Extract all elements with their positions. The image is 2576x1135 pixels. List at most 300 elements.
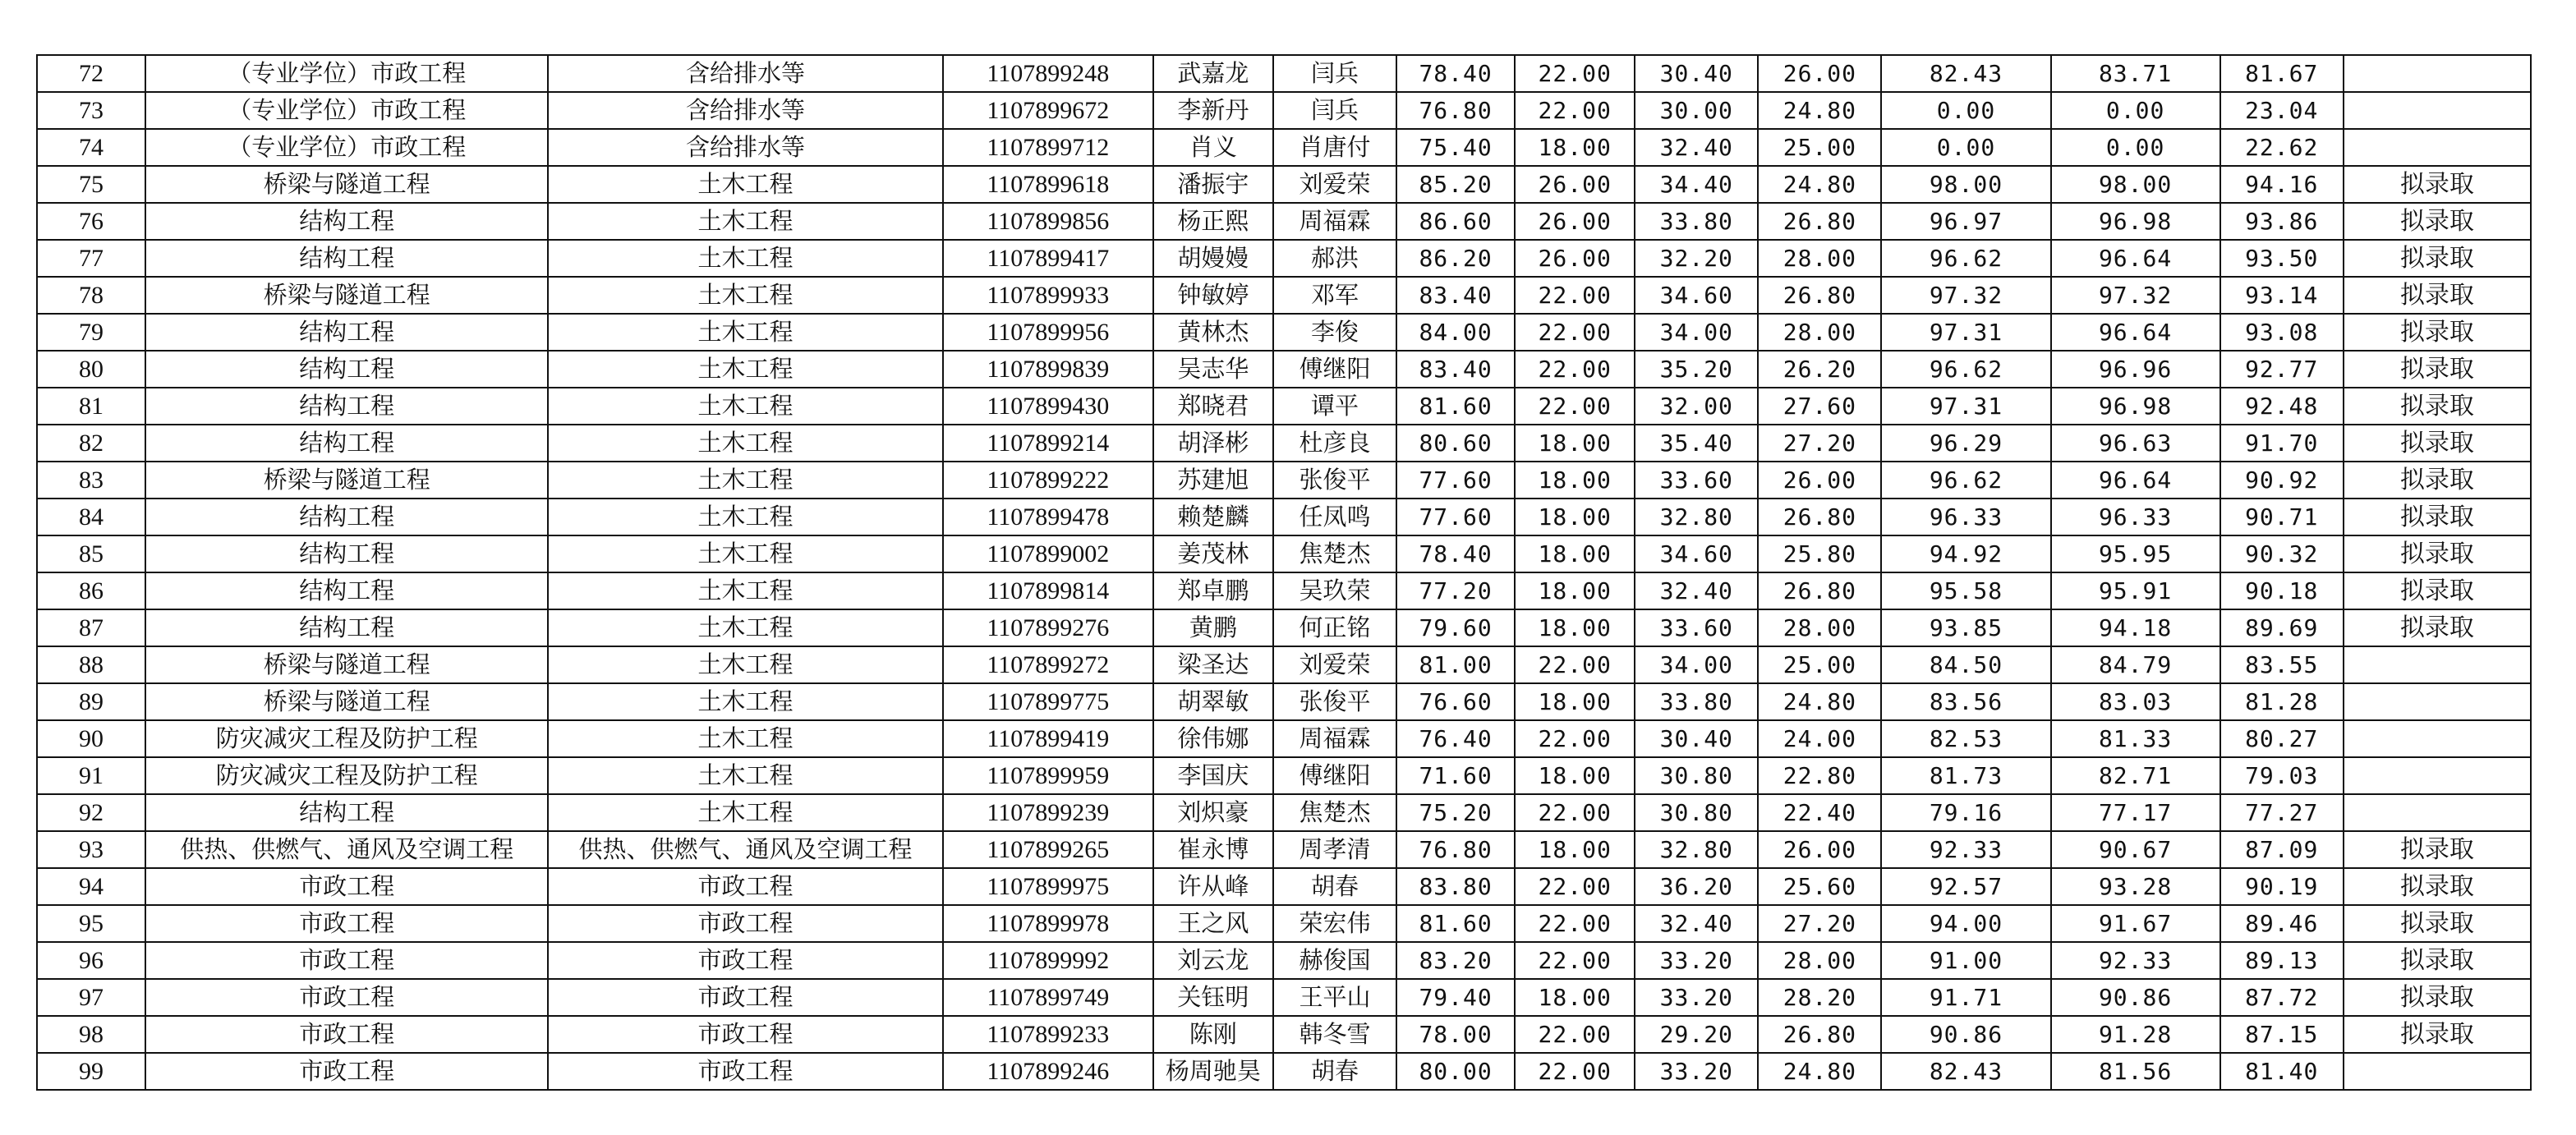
cell-score-2: 22.00 xyxy=(1515,1053,1635,1090)
cell-score-3: 30.40 xyxy=(1635,55,1758,92)
cell-score-6: 81.33 xyxy=(2051,720,2220,757)
cell-exam-id: 1107899618 xyxy=(943,166,1153,203)
cell-score-6: 83.03 xyxy=(2051,683,2220,720)
cell-score-6: 96.64 xyxy=(2051,240,2220,277)
cell-total-score: 81.40 xyxy=(2220,1053,2344,1090)
cell-score-6: 95.95 xyxy=(2051,535,2220,572)
cell-score-1: 78.00 xyxy=(1396,1016,1515,1053)
cell-score-4: 24.80 xyxy=(1758,683,1881,720)
cell-score-6: 92.33 xyxy=(2051,942,2220,979)
cell-score-6: 96.33 xyxy=(2051,499,2220,535)
cell-candidate-name: 胡泽彬 xyxy=(1153,425,1273,462)
cell-rank: 85 xyxy=(37,535,145,572)
cell-supervisor: 张俊平 xyxy=(1273,683,1396,720)
table-row xyxy=(37,609,2531,646)
cell-score-5: 79.16 xyxy=(1881,794,2050,831)
cell-admission-status xyxy=(2344,646,2531,683)
cell-exam-id: 1107899272 xyxy=(943,646,1153,683)
cell-score-3: 36.20 xyxy=(1635,868,1758,905)
cell-score-3: 33.60 xyxy=(1635,462,1758,499)
cell-supervisor: 谭平 xyxy=(1273,388,1396,425)
cell-score-4: 24.80 xyxy=(1758,1053,1881,1090)
cell-exam-id: 1107899978 xyxy=(943,905,1153,942)
cell-major: 结构工程 xyxy=(145,499,548,535)
cell-score-5: 82.43 xyxy=(1881,1053,2050,1090)
cell-direction: 土木工程 xyxy=(548,535,942,572)
cell-candidate-name: 李新丹 xyxy=(1153,92,1273,129)
cell-total-score: 83.55 xyxy=(2220,646,2344,683)
cell-exam-id: 1107899248 xyxy=(943,55,1153,92)
cell-score-2: 22.00 xyxy=(1515,351,1635,388)
cell-score-3: 30.80 xyxy=(1635,757,1758,794)
cell-major: 桥梁与隧道工程 xyxy=(145,462,548,499)
cell-score-5: 97.32 xyxy=(1881,277,2050,314)
cell-score-5: 96.62 xyxy=(1881,462,2050,499)
cell-rank: 84 xyxy=(37,499,145,535)
cell-score-1: 77.60 xyxy=(1396,462,1515,499)
cell-score-1: 77.60 xyxy=(1396,499,1515,535)
cell-score-2: 22.00 xyxy=(1515,905,1635,942)
cell-candidate-name: 吴志华 xyxy=(1153,351,1273,388)
cell-admission-status: 拟录取 xyxy=(2344,868,2531,905)
cell-score-4: 26.80 xyxy=(1758,572,1881,609)
cell-score-4: 24.80 xyxy=(1758,92,1881,129)
cell-major: 市政工程 xyxy=(145,942,548,979)
cell-supervisor: 焦楚杰 xyxy=(1273,794,1396,831)
cell-supervisor: 胡春 xyxy=(1273,1053,1396,1090)
cell-score-4: 25.80 xyxy=(1758,535,1881,572)
cell-score-3: 30.80 xyxy=(1635,794,1758,831)
table-row xyxy=(37,425,2531,462)
cell-supervisor: 任凤鸣 xyxy=(1273,499,1396,535)
cell-candidate-name: 关钰明 xyxy=(1153,979,1273,1016)
cell-score-2: 22.00 xyxy=(1515,314,1635,351)
cell-score-6: 77.17 xyxy=(2051,794,2220,831)
cell-admission-status: 拟录取 xyxy=(2344,351,2531,388)
cell-exam-id: 1107899856 xyxy=(943,203,1153,240)
cell-score-5: 92.33 xyxy=(1881,831,2050,868)
cell-rank: 82 xyxy=(37,425,145,462)
cell-exam-id: 1107899933 xyxy=(943,277,1153,314)
cell-score-5: 97.31 xyxy=(1881,388,2050,425)
cell-score-3: 33.60 xyxy=(1635,609,1758,646)
cell-score-3: 32.40 xyxy=(1635,129,1758,166)
cell-rank: 72 xyxy=(37,55,145,92)
cell-score-6: 98.00 xyxy=(2051,166,2220,203)
cell-direction: 供热、供燃气、通风及空调工程 xyxy=(548,831,942,868)
cell-score-6: 96.64 xyxy=(2051,462,2220,499)
cell-major: 桥梁与隧道工程 xyxy=(145,646,548,683)
cell-score-6: 97.32 xyxy=(2051,277,2220,314)
table-row xyxy=(37,1016,2531,1053)
cell-major: 结构工程 xyxy=(145,388,548,425)
cell-candidate-name: 刘云龙 xyxy=(1153,942,1273,979)
cell-score-4: 25.60 xyxy=(1758,868,1881,905)
cell-score-2: 18.00 xyxy=(1515,979,1635,1016)
cell-score-1: 76.60 xyxy=(1396,683,1515,720)
cell-major: 结构工程 xyxy=(145,351,548,388)
cell-supervisor: 肖唐付 xyxy=(1273,129,1396,166)
cell-score-6: 82.71 xyxy=(2051,757,2220,794)
cell-total-score: 87.15 xyxy=(2220,1016,2344,1053)
table-row xyxy=(37,905,2531,942)
cell-candidate-name: 陈刚 xyxy=(1153,1016,1273,1053)
cell-candidate-name: 郑卓鹏 xyxy=(1153,572,1273,609)
cell-admission-status xyxy=(2344,92,2531,129)
cell-score-5: 0.00 xyxy=(1881,129,2050,166)
cell-major: 结构工程 xyxy=(145,425,548,462)
cell-candidate-name: 胡嫚嫚 xyxy=(1153,240,1273,277)
cell-score-1: 76.40 xyxy=(1396,720,1515,757)
cell-supervisor: 焦楚杰 xyxy=(1273,535,1396,572)
cell-rank: 89 xyxy=(37,683,145,720)
table-row xyxy=(37,1053,2531,1090)
cell-exam-id: 1107899214 xyxy=(943,425,1153,462)
cell-direction: 土木工程 xyxy=(548,794,942,831)
cell-score-2: 26.00 xyxy=(1515,166,1635,203)
cell-supervisor: 傅继阳 xyxy=(1273,757,1396,794)
cell-score-5: 82.43 xyxy=(1881,55,2050,92)
cell-score-3: 29.20 xyxy=(1635,1016,1758,1053)
cell-candidate-name: 肖义 xyxy=(1153,129,1273,166)
cell-score-3: 30.40 xyxy=(1635,720,1758,757)
cell-major: 结构工程 xyxy=(145,240,548,277)
cell-score-1: 86.60 xyxy=(1396,203,1515,240)
cell-exam-id: 1107899417 xyxy=(943,240,1153,277)
cell-candidate-name: 郑晓君 xyxy=(1153,388,1273,425)
cell-score-5: 96.33 xyxy=(1881,499,2050,535)
cell-total-score: 91.70 xyxy=(2220,425,2344,462)
cell-score-6: 96.96 xyxy=(2051,351,2220,388)
cell-score-1: 79.60 xyxy=(1396,609,1515,646)
cell-direction: 市政工程 xyxy=(548,942,942,979)
cell-exam-id: 1107899002 xyxy=(943,535,1153,572)
cell-admission-status: 拟录取 xyxy=(2344,203,2531,240)
cell-score-2: 18.00 xyxy=(1515,757,1635,794)
cell-score-3: 32.40 xyxy=(1635,905,1758,942)
cell-direction: 土木工程 xyxy=(548,499,942,535)
cell-supervisor: 周孝清 xyxy=(1273,831,1396,868)
cell-admission-status xyxy=(2344,129,2531,166)
cell-candidate-name: 崔永博 xyxy=(1153,831,1273,868)
cell-score-2: 22.00 xyxy=(1515,646,1635,683)
table-row xyxy=(37,572,2531,609)
cell-score-6: 93.28 xyxy=(2051,868,2220,905)
cell-direction: 土木工程 xyxy=(548,425,942,462)
cell-rank: 79 xyxy=(37,314,145,351)
cell-score-2: 18.00 xyxy=(1515,535,1635,572)
cell-score-2: 18.00 xyxy=(1515,129,1635,166)
cell-score-5: 94.00 xyxy=(1881,905,2050,942)
cell-score-1: 83.20 xyxy=(1396,942,1515,979)
cell-total-score: 92.77 xyxy=(2220,351,2344,388)
cell-score-5: 96.29 xyxy=(1881,425,2050,462)
cell-score-6: 91.67 xyxy=(2051,905,2220,942)
cell-score-4: 28.00 xyxy=(1758,314,1881,351)
cell-major: 桥梁与隧道工程 xyxy=(145,683,548,720)
cell-major: 桥梁与隧道工程 xyxy=(145,277,548,314)
cell-exam-id: 1107899233 xyxy=(943,1016,1153,1053)
table-row xyxy=(37,203,2531,240)
cell-score-2: 22.00 xyxy=(1515,55,1635,92)
cell-score-1: 75.40 xyxy=(1396,129,1515,166)
cell-exam-id: 1107899430 xyxy=(943,388,1153,425)
cell-candidate-name: 黄鹏 xyxy=(1153,609,1273,646)
table-row xyxy=(37,683,2531,720)
cell-score-1: 79.40 xyxy=(1396,979,1515,1016)
cell-supervisor: 刘爱荣 xyxy=(1273,646,1396,683)
table-row xyxy=(37,831,2531,868)
cell-candidate-name: 胡翠敏 xyxy=(1153,683,1273,720)
cell-exam-id: 1107899478 xyxy=(943,499,1153,535)
cell-total-score: 89.13 xyxy=(2220,942,2344,979)
cell-direction: 土木工程 xyxy=(548,683,942,720)
cell-supervisor: 周福霖 xyxy=(1273,720,1396,757)
cell-admission-status: 拟录取 xyxy=(2344,314,2531,351)
cell-admission-status: 拟录取 xyxy=(2344,388,2531,425)
cell-total-score: 79.03 xyxy=(2220,757,2344,794)
table-row xyxy=(37,129,2531,166)
cell-admission-status: 拟录取 xyxy=(2344,462,2531,499)
cell-rank: 95 xyxy=(37,905,145,942)
cell-direction: 土木工程 xyxy=(548,462,942,499)
cell-rank: 83 xyxy=(37,462,145,499)
cell-score-6: 90.86 xyxy=(2051,979,2220,1016)
cell-exam-id: 1107899956 xyxy=(943,314,1153,351)
cell-supervisor: 荣宏伟 xyxy=(1273,905,1396,942)
cell-score-3: 34.00 xyxy=(1635,646,1758,683)
cell-total-score: 90.92 xyxy=(2220,462,2344,499)
cell-direction: 市政工程 xyxy=(548,1053,942,1090)
cell-score-1: 86.20 xyxy=(1396,240,1515,277)
cell-score-2: 22.00 xyxy=(1515,720,1635,757)
cell-score-6: 90.67 xyxy=(2051,831,2220,868)
cell-direction: 土木工程 xyxy=(548,277,942,314)
cell-score-4: 26.80 xyxy=(1758,203,1881,240)
cell-total-score: 93.50 xyxy=(2220,240,2344,277)
table-row xyxy=(37,757,2531,794)
cell-direction: 土木工程 xyxy=(548,388,942,425)
cell-candidate-name: 苏建旭 xyxy=(1153,462,1273,499)
cell-candidate-name: 潘振宇 xyxy=(1153,166,1273,203)
table-body xyxy=(37,55,2531,1090)
cell-candidate-name: 徐伟娜 xyxy=(1153,720,1273,757)
cell-rank: 76 xyxy=(37,203,145,240)
cell-score-1: 77.20 xyxy=(1396,572,1515,609)
cell-score-5: 97.31 xyxy=(1881,314,2050,351)
cell-major: 供热、供燃气、通风及空调工程 xyxy=(145,831,548,868)
cell-direction: 土木工程 xyxy=(548,166,942,203)
cell-score-4: 27.20 xyxy=(1758,425,1881,462)
cell-score-4: 22.80 xyxy=(1758,757,1881,794)
cell-admission-status: 拟录取 xyxy=(2344,979,2531,1016)
cell-admission-status: 拟录取 xyxy=(2344,240,2531,277)
cell-total-score: 87.09 xyxy=(2220,831,2344,868)
cell-exam-id: 1107899975 xyxy=(943,868,1153,905)
cell-score-1: 81.00 xyxy=(1396,646,1515,683)
cell-score-4: 25.00 xyxy=(1758,129,1881,166)
cell-score-4: 28.00 xyxy=(1758,609,1881,646)
table-row xyxy=(37,314,2531,351)
cell-score-5: 82.53 xyxy=(1881,720,2050,757)
cell-total-score: 89.46 xyxy=(2220,905,2344,942)
cell-admission-status: 拟录取 xyxy=(2344,535,2531,572)
cell-score-3: 30.00 xyxy=(1635,92,1758,129)
cell-direction: 市政工程 xyxy=(548,905,942,942)
cell-exam-id: 1107899265 xyxy=(943,831,1153,868)
cell-admission-status xyxy=(2344,55,2531,92)
cell-rank: 78 xyxy=(37,277,145,314)
cell-score-5: 96.97 xyxy=(1881,203,2050,240)
cell-total-score: 23.04 xyxy=(2220,92,2344,129)
cell-rank: 80 xyxy=(37,351,145,388)
cell-candidate-name: 姜茂林 xyxy=(1153,535,1273,572)
table-row xyxy=(37,240,2531,277)
cell-candidate-name: 武嘉龙 xyxy=(1153,55,1273,92)
cell-score-3: 34.60 xyxy=(1635,535,1758,572)
cell-rank: 92 xyxy=(37,794,145,831)
cell-direction: 土木工程 xyxy=(548,720,942,757)
cell-total-score: 93.86 xyxy=(2220,203,2344,240)
cell-admission-status: 拟录取 xyxy=(2344,572,2531,609)
cell-major: 结构工程 xyxy=(145,794,548,831)
cell-total-score: 90.32 xyxy=(2220,535,2344,572)
cell-total-score: 81.67 xyxy=(2220,55,2344,92)
cell-exam-id: 1107899775 xyxy=(943,683,1153,720)
cell-major: 结构工程 xyxy=(145,203,548,240)
cell-supervisor: 韩冬雪 xyxy=(1273,1016,1396,1053)
cell-direction: 土木工程 xyxy=(548,572,942,609)
cell-score-5: 83.56 xyxy=(1881,683,2050,720)
cell-rank: 90 xyxy=(37,720,145,757)
cell-score-6: 84.79 xyxy=(2051,646,2220,683)
cell-supervisor: 何正铭 xyxy=(1273,609,1396,646)
cell-rank: 74 xyxy=(37,129,145,166)
table-row xyxy=(37,535,2531,572)
cell-supervisor: 杜彦良 xyxy=(1273,425,1396,462)
cell-score-3: 34.40 xyxy=(1635,166,1758,203)
cell-rank: 96 xyxy=(37,942,145,979)
cell-candidate-name: 杨正熙 xyxy=(1153,203,1273,240)
cell-exam-id: 1107899839 xyxy=(943,351,1153,388)
table-row xyxy=(37,92,2531,129)
cell-candidate-name: 钟敏婷 xyxy=(1153,277,1273,314)
cell-admission-status: 拟录取 xyxy=(2344,609,2531,646)
cell-score-3: 32.20 xyxy=(1635,240,1758,277)
cell-score-6: 96.98 xyxy=(2051,388,2220,425)
table-row xyxy=(37,499,2531,535)
table-row xyxy=(37,277,2531,314)
cell-score-6: 91.28 xyxy=(2051,1016,2220,1053)
cell-admission-status xyxy=(2344,720,2531,757)
cell-total-score: 22.62 xyxy=(2220,129,2344,166)
cell-admission-status xyxy=(2344,757,2531,794)
cell-score-5: 81.73 xyxy=(1881,757,2050,794)
cell-score-6: 96.98 xyxy=(2051,203,2220,240)
cell-score-2: 18.00 xyxy=(1515,462,1635,499)
cell-major: 结构工程 xyxy=(145,535,548,572)
cell-score-2: 22.00 xyxy=(1515,868,1635,905)
cell-score-5: 96.62 xyxy=(1881,240,2050,277)
cell-total-score: 93.14 xyxy=(2220,277,2344,314)
cell-score-1: 81.60 xyxy=(1396,388,1515,425)
cell-score-2: 26.00 xyxy=(1515,240,1635,277)
cell-admission-status: 拟录取 xyxy=(2344,942,2531,979)
cell-score-3: 33.80 xyxy=(1635,683,1758,720)
cell-major: 防灾减灾工程及防护工程 xyxy=(145,757,548,794)
table-row xyxy=(37,646,2531,683)
cell-total-score: 77.27 xyxy=(2220,794,2344,831)
cell-score-2: 22.00 xyxy=(1515,794,1635,831)
cell-exam-id: 1107899222 xyxy=(943,462,1153,499)
table-row xyxy=(37,794,2531,831)
cell-score-2: 22.00 xyxy=(1515,942,1635,979)
cell-rank: 87 xyxy=(37,609,145,646)
cell-supervisor: 李俊 xyxy=(1273,314,1396,351)
cell-total-score: 92.48 xyxy=(2220,388,2344,425)
cell-score-4: 28.20 xyxy=(1758,979,1881,1016)
cell-rank: 73 xyxy=(37,92,145,129)
cell-exam-id: 1107899276 xyxy=(943,609,1153,646)
cell-score-3: 32.80 xyxy=(1635,499,1758,535)
cell-score-5: 92.57 xyxy=(1881,868,2050,905)
cell-rank: 93 xyxy=(37,831,145,868)
cell-total-score: 80.27 xyxy=(2220,720,2344,757)
cell-score-3: 32.40 xyxy=(1635,572,1758,609)
cell-direction: 土木工程 xyxy=(548,757,942,794)
cell-candidate-name: 赖楚麟 xyxy=(1153,499,1273,535)
cell-exam-id: 1107899992 xyxy=(943,942,1153,979)
cell-major: 桥梁与隧道工程 xyxy=(145,166,548,203)
cell-score-1: 78.40 xyxy=(1396,535,1515,572)
cell-total-score: 90.18 xyxy=(2220,572,2344,609)
cell-admission-status xyxy=(2344,683,2531,720)
cell-score-1: 76.80 xyxy=(1396,92,1515,129)
cell-admission-status xyxy=(2344,794,2531,831)
cell-exam-id: 1107899749 xyxy=(943,979,1153,1016)
cell-score-5: 90.86 xyxy=(1881,1016,2050,1053)
cell-supervisor: 闫兵 xyxy=(1273,55,1396,92)
cell-score-2: 22.00 xyxy=(1515,1016,1635,1053)
cell-total-score: 90.19 xyxy=(2220,868,2344,905)
cell-exam-id: 1107899814 xyxy=(943,572,1153,609)
cell-score-3: 34.00 xyxy=(1635,314,1758,351)
cell-total-score: 90.71 xyxy=(2220,499,2344,535)
cell-score-4: 26.00 xyxy=(1758,462,1881,499)
cell-admission-status: 拟录取 xyxy=(2344,831,2531,868)
cell-score-1: 84.00 xyxy=(1396,314,1515,351)
cell-score-2: 22.00 xyxy=(1515,388,1635,425)
cell-score-6: 95.91 xyxy=(2051,572,2220,609)
cell-rank: 75 xyxy=(37,166,145,203)
cell-score-4: 22.40 xyxy=(1758,794,1881,831)
cell-score-5: 94.92 xyxy=(1881,535,2050,572)
cell-direction: 土木工程 xyxy=(548,203,942,240)
cell-admission-status: 拟录取 xyxy=(2344,499,2531,535)
cell-score-4: 26.20 xyxy=(1758,351,1881,388)
cell-score-5: 0.00 xyxy=(1881,92,2050,129)
cell-score-2: 18.00 xyxy=(1515,499,1635,535)
cell-score-1: 80.60 xyxy=(1396,425,1515,462)
cell-total-score: 93.08 xyxy=(2220,314,2344,351)
cell-score-4: 27.20 xyxy=(1758,905,1881,942)
cell-rank: 81 xyxy=(37,388,145,425)
table-row xyxy=(37,55,2531,92)
cell-score-5: 93.85 xyxy=(1881,609,2050,646)
cell-total-score: 87.72 xyxy=(2220,979,2344,1016)
cell-candidate-name: 杨周驰昊 xyxy=(1153,1053,1273,1090)
cell-score-1: 78.40 xyxy=(1396,55,1515,92)
